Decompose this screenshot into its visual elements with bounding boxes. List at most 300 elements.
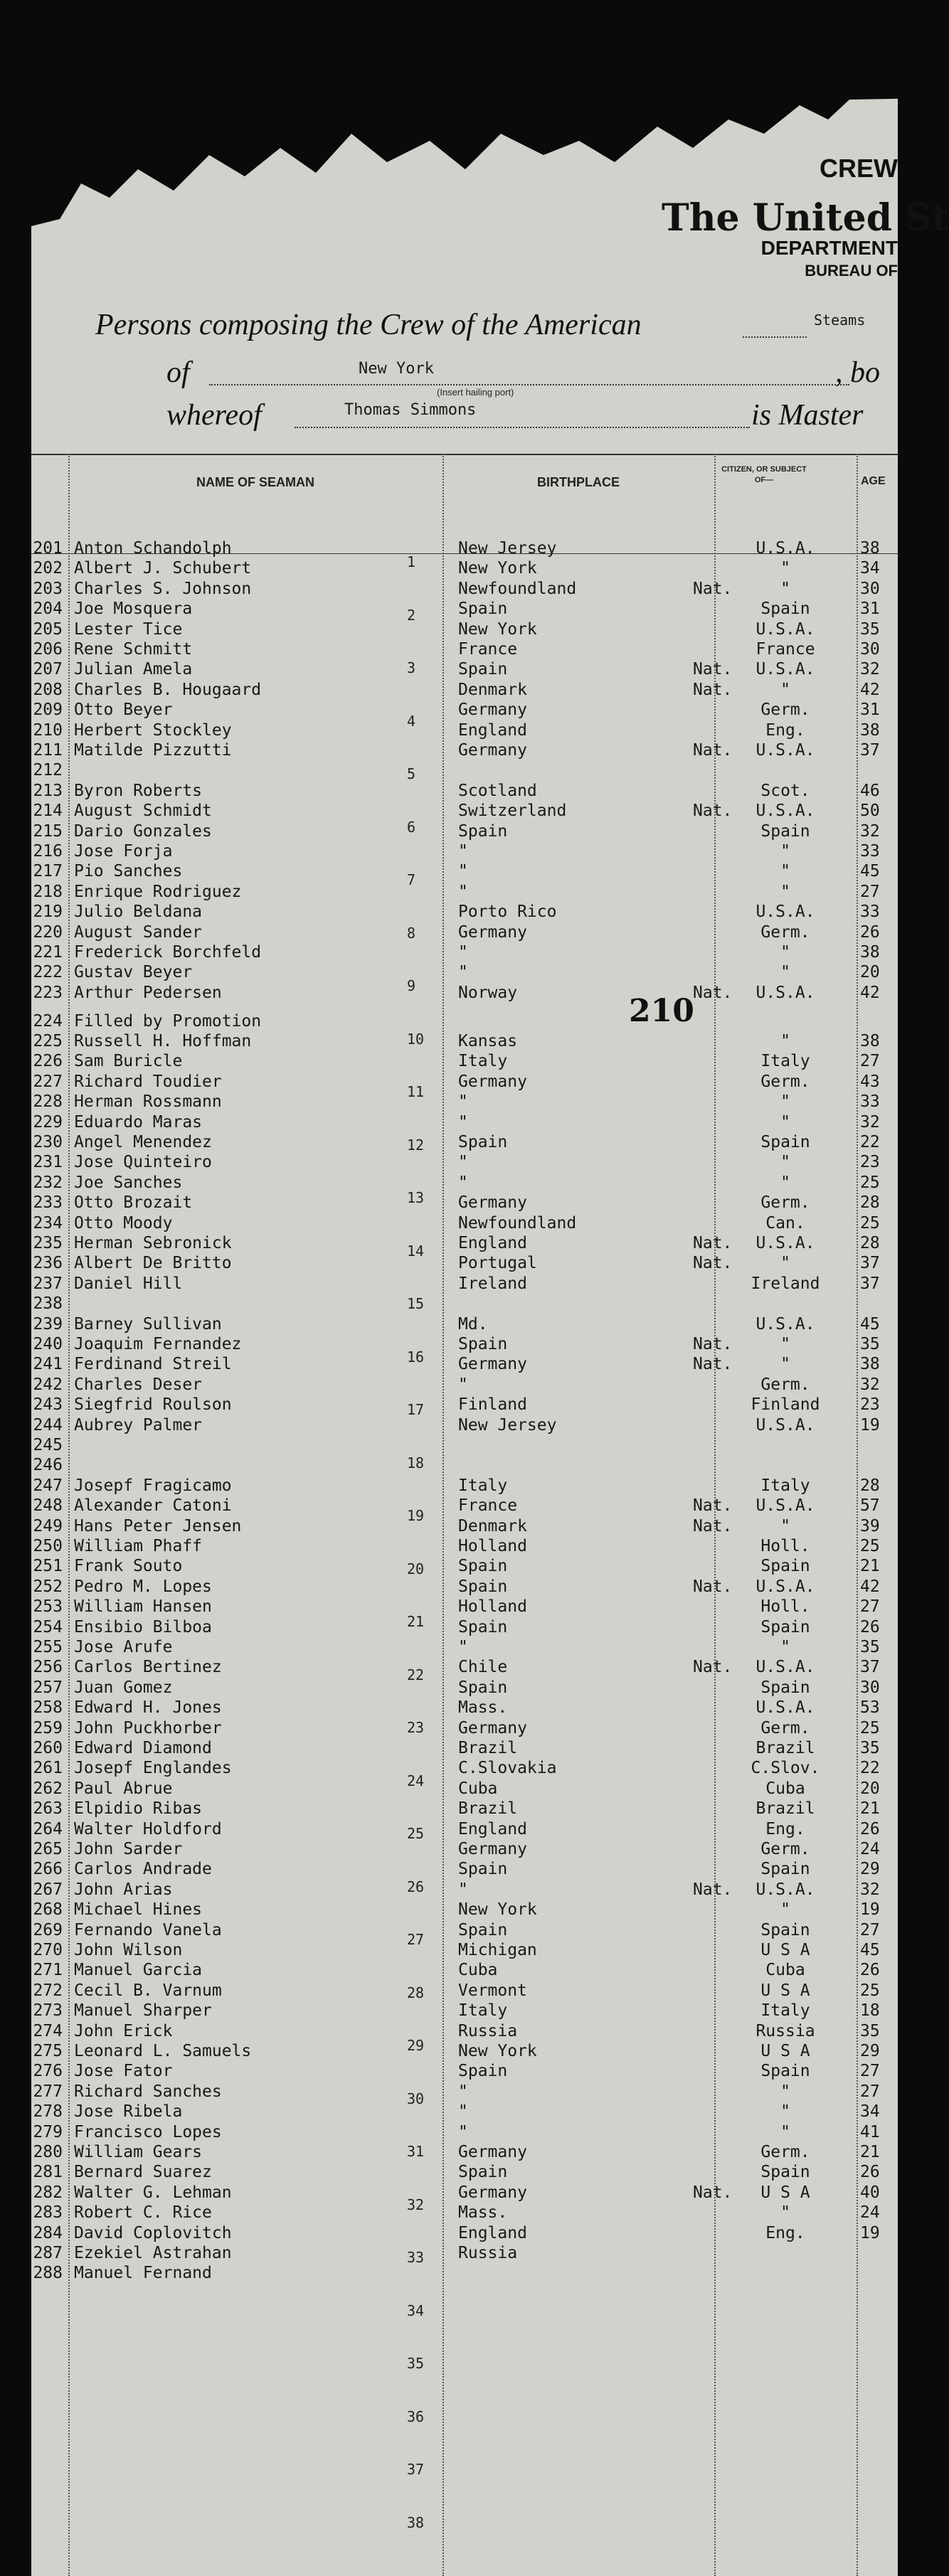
age: 31 (860, 701, 880, 720)
group-number: 38 (407, 2513, 425, 2531)
birthplace: Denmark (458, 680, 527, 699)
naturalized-mark: Nat. (693, 1334, 733, 1353)
birthplace: Spain (458, 2163, 508, 2182)
seaman-name: August Schmidt (74, 802, 212, 821)
birthplace: England (458, 2223, 527, 2242)
age: 53 (860, 1698, 880, 1718)
row-number: 222 (33, 963, 63, 982)
citizenship: " (780, 1153, 790, 1172)
birthplace: " (458, 2122, 468, 2141)
row-number: 270 (33, 1940, 63, 1959)
row-number: 268 (33, 1900, 63, 1920)
age: 34 (860, 2102, 880, 2122)
age: 19 (860, 2223, 880, 2242)
seaman-name: Arthur Pedersen (74, 983, 222, 1002)
citizenship: Spain (760, 600, 810, 619)
row-number: 282 (33, 2183, 63, 2202)
table-row (31, 923, 898, 944)
table-row (31, 741, 898, 762)
table-top-rule (31, 454, 898, 455)
seaman-name: Dario Gonzales (74, 821, 212, 841)
citizenship: " (780, 1334, 790, 1353)
birthplace: Mass. (458, 2203, 508, 2223)
row-number: 216 (33, 842, 63, 861)
birthplace: " (458, 1092, 468, 1112)
seaman-name: Matilde Pizzutti (74, 741, 232, 760)
naturalized-mark: Nat. (693, 1577, 733, 1596)
citizenship: " (780, 842, 790, 861)
citizenship: Italy (760, 1052, 810, 1071)
column-header-citizen: CITIZEN, OR SUBJECT OF— (721, 465, 807, 484)
group-number: 24 (407, 1772, 425, 1789)
seaman-name: Herbert Stockley (74, 720, 232, 740)
citizenship: U.S.A. (756, 619, 815, 639)
seaman-name: Enrique Rodriguez (74, 882, 242, 901)
row-number: 240 (33, 1334, 63, 1353)
age: 23 (860, 1395, 880, 1415)
citizenship: " (780, 559, 790, 578)
row-number: 256 (33, 1658, 63, 1677)
row-number: 221 (33, 943, 63, 962)
row-number: 288 (33, 2264, 63, 2283)
table-row (31, 2264, 898, 2285)
birthplace: New York (458, 2041, 537, 2060)
group-number: 6 (407, 818, 416, 836)
birthplace: France (458, 640, 518, 659)
table-row (31, 1496, 898, 1518)
birthplace: Germany (458, 922, 527, 942)
table-row (31, 2143, 898, 2164)
naturalized-mark: Nat. (693, 1658, 733, 1677)
birthplace: Michigan (458, 1940, 537, 1959)
seaman-name: Jose Forja (74, 842, 173, 861)
age: 39 (860, 1516, 880, 1536)
table-row (31, 1719, 898, 1740)
age: 35 (860, 2021, 880, 2040)
birthplace: " (458, 882, 468, 901)
table-row (31, 1517, 898, 1538)
seaman-name: Herman Sebronick (74, 1233, 232, 1252)
age: 33 (860, 903, 880, 922)
seaman-name: Angel Menendez (74, 1132, 212, 1151)
seaman-name: Richard Sanches (74, 2082, 222, 2101)
seaman-name: Daniel Hill (74, 1274, 183, 1293)
seaman-name: Ensibio Bilboa (74, 1617, 212, 1636)
table-row (31, 1193, 898, 1215)
birthplace: Switzerland (458, 802, 567, 821)
table-row (31, 1052, 898, 1073)
seaman-name: Francisco Lopes (74, 2122, 222, 2141)
citizenship: " (780, 1516, 790, 1536)
table-row (31, 1820, 898, 1841)
row-number: 265 (33, 1839, 63, 1858)
citizenship: " (780, 963, 790, 982)
citizenship: C.Slov. (751, 1759, 820, 1778)
birthplace: Newfoundland (458, 1213, 577, 1233)
row-number: 244 (33, 1415, 63, 1435)
birthplace: Russia (458, 2243, 518, 2262)
seaman-name: Sam Buricle (74, 1052, 183, 1071)
citizenship: U.S.A. (756, 1496, 815, 1516)
naturalized-mark: Nat. (693, 1516, 733, 1536)
age: 38 (860, 943, 880, 962)
group-number: 37 (407, 2461, 425, 2478)
table-row (31, 1113, 898, 1134)
age: 57 (860, 1496, 880, 1516)
crew-label: CREW (820, 154, 898, 183)
seaman-name: Julio Beldana (74, 903, 203, 922)
age: 26 (860, 1617, 880, 1636)
group-number: 30 (407, 2090, 425, 2107)
group-number: 1 (407, 553, 416, 570)
birthplace: Holland (458, 1597, 527, 1617)
age: 29 (860, 1860, 880, 1879)
age: 32 (860, 660, 880, 679)
age: 26 (860, 1819, 880, 1838)
persons-line: Persons composing the Crew of the American (95, 309, 642, 341)
citizenship: Spain (760, 2062, 810, 2081)
age: 25 (860, 1173, 880, 1192)
row-number: 274 (33, 2021, 63, 2040)
birthplace: Spain (458, 1577, 508, 1596)
table-row (31, 580, 898, 601)
table-row (31, 2163, 898, 2184)
age: 38 (860, 1031, 880, 1050)
citizenship: Germ. (760, 1839, 810, 1858)
row-number: 215 (33, 821, 63, 841)
seaman-name: Walter Holdford (74, 1819, 222, 1838)
seaman-name: Bernard Suarez (74, 2163, 212, 2182)
row-number: 205 (33, 619, 63, 639)
table-row (31, 1153, 898, 1174)
row-number: 255 (33, 1637, 63, 1656)
birthplace: Germany (458, 1193, 527, 1213)
citizenship: Italy (760, 1476, 810, 1495)
birthplace: Spain (458, 821, 508, 841)
birthplace: Spain (458, 1557, 508, 1576)
table-row (31, 1961, 898, 1982)
citizenship: " (780, 1112, 790, 1132)
seaman-name: Edward H. Jones (74, 1698, 222, 1718)
group-number: 5 (407, 765, 416, 782)
row-number: 266 (33, 1860, 63, 1879)
seaman-name: Alexander Catoni (74, 1496, 232, 1516)
group-number: 4 (407, 712, 416, 730)
row-number: 207 (33, 660, 63, 679)
group-number: 8 (407, 924, 416, 942)
birthplace: England (458, 1233, 527, 1252)
age: 22 (860, 1132, 880, 1151)
seaman-name: Joaquim Fernandez (74, 1334, 242, 1353)
age: 35 (860, 1637, 880, 1656)
citizenship: U S A (760, 2183, 810, 2202)
row-number: 275 (33, 2041, 63, 2060)
table-row (31, 1133, 898, 1154)
naturalized-mark: Nat. (693, 983, 733, 1002)
table-row (31, 539, 898, 560)
row-number: 217 (33, 862, 63, 881)
table-row (31, 1476, 898, 1498)
group-number: 34 (407, 2301, 425, 2319)
citizenship: Germ. (760, 1718, 810, 1737)
dotted-line (209, 384, 849, 385)
age: 38 (860, 539, 880, 558)
citizenship: " (780, 1355, 790, 1374)
row-number: 232 (33, 1173, 63, 1192)
table-row (31, 802, 898, 823)
age: 27 (860, 1597, 880, 1617)
age: 45 (860, 1314, 880, 1334)
seaman-name: Charles S. Johnson (74, 579, 252, 598)
table-row (31, 2062, 898, 2083)
age: 38 (860, 1355, 880, 1374)
row-number: 241 (33, 1355, 63, 1374)
age: 33 (860, 842, 880, 861)
age: 18 (860, 2001, 880, 2021)
table-row (31, 2042, 898, 2063)
citizenship: Spain (760, 1678, 810, 1697)
age: 34 (860, 559, 880, 578)
table-row (31, 1638, 898, 1659)
citizenship: Spain (760, 1132, 810, 1151)
row-number: 260 (33, 1738, 63, 1757)
birthplace: England (458, 720, 527, 740)
table-row (31, 2022, 898, 2043)
row-number: 220 (33, 922, 63, 942)
seaman-name: Charles Deser (74, 1375, 203, 1394)
row-number: 226 (33, 1052, 63, 1071)
seaman-name: Jose Ribela (74, 2102, 183, 2122)
group-number: 28 (407, 1984, 425, 2001)
citizenship: U.S.A. (756, 1880, 815, 1899)
age: 21 (860, 2142, 880, 2161)
citizenship: U S A (760, 1981, 810, 2000)
of-label: of (166, 356, 190, 389)
seaman-name: John Sarder (74, 1839, 183, 1858)
seaman-name: Albert J. Schubert (74, 559, 252, 578)
seaman-name: Russell H. Hoffman (74, 1031, 252, 1050)
citizenship: Scot. (760, 781, 810, 800)
birthplace: " (458, 1153, 468, 1172)
table-row (31, 1073, 898, 1094)
citizenship: Eng. (765, 2223, 805, 2242)
row-number: 281 (33, 2163, 63, 2182)
table-row (31, 1941, 898, 1962)
birthplace: New York (458, 619, 537, 639)
citizenship: " (780, 1031, 790, 1050)
citizenship: " (780, 1637, 790, 1656)
seaman-name: Siegfrid Roulson (74, 1395, 232, 1415)
row-number: 230 (33, 1132, 63, 1151)
age: 31 (860, 600, 880, 619)
age: 42 (860, 983, 880, 1002)
row-number: 280 (33, 2142, 63, 2161)
citizenship: Germ. (760, 922, 810, 942)
group-number: 7 (407, 871, 416, 888)
citizenship: U.S.A. (756, 1233, 815, 1252)
birthplace: " (458, 943, 468, 962)
seaman-name: Richard Toudier (74, 1072, 222, 1091)
seaman-name: David Coplovitch (74, 2223, 232, 2242)
table-row (31, 640, 898, 661)
birthplace: Norway (458, 983, 518, 1002)
age: 35 (860, 619, 880, 639)
group-number: 21 (407, 1613, 425, 1630)
birthplace: Spain (458, 1334, 508, 1353)
seaman-name: William Hansen (74, 1597, 212, 1617)
age: 23 (860, 1153, 880, 1172)
table-row (31, 681, 898, 702)
naturalized-mark: Nat. (693, 579, 733, 598)
birthplace: Germany (458, 1072, 527, 1091)
row-number: 209 (33, 701, 63, 720)
row-number: 243 (33, 1395, 63, 1415)
row-number: 208 (33, 680, 63, 699)
row-number: 233 (33, 1193, 63, 1213)
seaman-name: Josepf Englandes (74, 1759, 232, 1778)
citizenship: Holl. (760, 1597, 810, 1617)
age: 32 (860, 1880, 880, 1899)
seaman-name: Otto Beyer (74, 701, 173, 720)
birthplace: Finland (458, 1395, 527, 1415)
table-row (31, 2123, 898, 2144)
citizenship: Eng. (765, 1819, 805, 1838)
citizenship: Spain (760, 1617, 810, 1636)
birthplace: Spain (458, 600, 508, 619)
table-row (31, 1315, 898, 1336)
birthplace: Vermont (458, 1981, 527, 2000)
row-number: 272 (33, 1981, 63, 2000)
age: 41 (860, 2122, 880, 2141)
citizenship: Spain (760, 1860, 810, 1879)
table-row (31, 1416, 898, 1437)
age: 28 (860, 1476, 880, 1495)
citizenship: " (780, 680, 790, 699)
table-row (31, 2001, 898, 2023)
seaman-name: Jose Fator (74, 2062, 173, 2081)
table-row (31, 1759, 898, 1780)
row-number: 251 (33, 1557, 63, 1576)
birthplace: Germany (458, 1718, 527, 1737)
group-number: 9 (407, 977, 416, 994)
row-number: 248 (33, 1496, 63, 1516)
birthplace: New York (458, 1900, 537, 1920)
birthplace: " (458, 1375, 468, 1394)
age: 27 (860, 1920, 880, 1939)
table-row (31, 1698, 898, 1720)
seaman-name: Barney Sullivan (74, 1314, 222, 1334)
table-row (31, 1375, 898, 1397)
citizenship: U S A (760, 2041, 810, 2060)
seaman-name: Hans Peter Jensen (74, 1516, 242, 1536)
row-number: 257 (33, 1678, 63, 1697)
age: 25 (860, 1536, 880, 1555)
whereof-label: whereof (166, 399, 262, 432)
citizenship: Cuba (765, 1779, 805, 1798)
birthplace: " (458, 963, 468, 982)
birthplace: Germany (458, 2142, 527, 2161)
department-label: DEPARTMENT (760, 237, 898, 259)
column-header-name: NAME OF SEAMAN (196, 475, 314, 489)
table-row (31, 984, 898, 1005)
seaman-name: Aubrey Palmer (74, 1415, 203, 1435)
naturalized-mark: Nat. (693, 2183, 733, 2202)
age: 25 (860, 1718, 880, 1737)
seaman-name: Filled by Promotion (74, 1011, 262, 1031)
table-row (31, 1678, 898, 1700)
citizenship: Cuba (765, 1961, 805, 1980)
birthplace: Russia (458, 2021, 518, 2040)
age: 21 (860, 1557, 880, 1576)
citizenship: U.S.A. (756, 741, 815, 760)
seaman-name: Jose Arufe (74, 1637, 173, 1656)
birthplace: Italy (458, 1052, 508, 1071)
row-number: 279 (33, 2122, 63, 2141)
birthplace: " (458, 2082, 468, 2101)
seaman-name: Rene Schmitt (74, 640, 193, 659)
group-number: 29 (407, 2037, 425, 2054)
seaman-name: Ferdinand Streil (74, 1355, 232, 1374)
stamp-number: 210 (629, 993, 694, 1029)
table-row (31, 1234, 898, 1255)
row-number: 263 (33, 1799, 63, 1819)
age: 43 (860, 1072, 880, 1091)
column-header-birthplace: BIRTHPLACE (537, 475, 620, 489)
row-number: 284 (33, 2223, 63, 2242)
birthplace: Spain (458, 1617, 508, 1636)
seaman-name: Herman Rossmann (74, 1092, 222, 1112)
row-number: 211 (33, 741, 63, 760)
citizenship: Italy (760, 2001, 810, 2021)
seaman-name: Ezekiel Astrahan (74, 2243, 232, 2262)
row-number: 234 (33, 1213, 63, 1233)
row-number: 287 (33, 2243, 63, 2262)
table-row (31, 600, 898, 621)
table-row (31, 1880, 898, 1902)
citizenship: U.S.A. (756, 802, 815, 821)
united-states-title: The United St (662, 196, 949, 240)
seaman-name: Joe Sanches (74, 1173, 183, 1192)
seaman-name: Frederick Borchfeld (74, 943, 262, 962)
group-number: 23 (407, 1719, 425, 1736)
birthplace: Germany (458, 2183, 527, 2202)
naturalized-mark: Nat. (693, 1254, 733, 1273)
table-row (31, 903, 898, 924)
is-master-label: is Master (751, 399, 864, 432)
row-number: 273 (33, 2001, 63, 2021)
seaman-name: Pedro M. Lopes (74, 1577, 212, 1596)
row-number: 231 (33, 1153, 63, 1172)
table-row (31, 2203, 898, 2225)
birthplace: Spain (458, 1678, 508, 1697)
group-number: 3 (407, 659, 416, 676)
row-number: 225 (33, 1031, 63, 1050)
age: 29 (860, 2041, 880, 2060)
group-number: 18 (407, 1454, 425, 1471)
citizenship: " (780, 882, 790, 901)
birthplace: Brazil (458, 1799, 518, 1819)
birthplace: Md. (458, 1314, 488, 1334)
naturalized-mark: Nat. (693, 1355, 733, 1374)
master-name: Thomas Simmons (344, 401, 477, 419)
seaman-name: Manuel Sharper (74, 2001, 212, 2021)
group-number: 33 (407, 2249, 425, 2266)
age: 27 (860, 2062, 880, 2081)
group-number: 19 (407, 1507, 425, 1524)
row-number: 264 (33, 1819, 63, 1838)
age: 26 (860, 2163, 880, 2182)
row-number: 204 (33, 600, 63, 619)
